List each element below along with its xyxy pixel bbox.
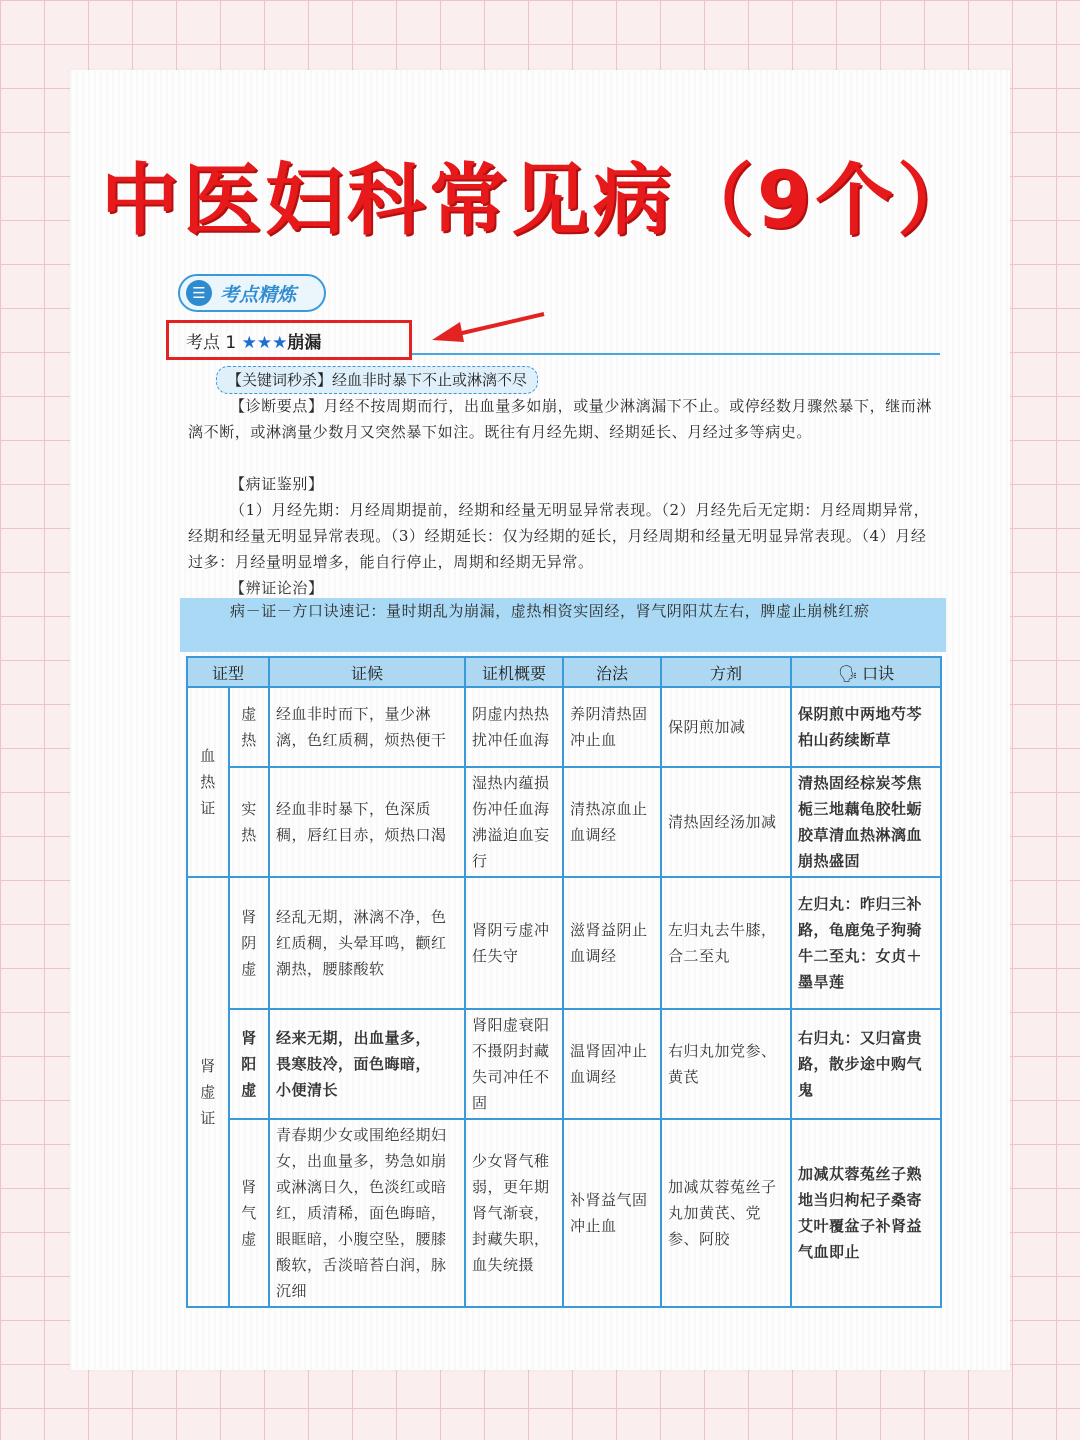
symptoms-cell: 经来无期，出血量多， 畏寒肢冷，面色晦暗， 小便清长	[269, 1009, 465, 1119]
mnemonic-cell: 加减苁蓉菟丝子熟地当归枸杞子桑寄艾叶覆盆子补肾益气血即止	[791, 1119, 941, 1307]
pathogenesis-cell: 肾阴亏虚冲任失守	[465, 877, 563, 1009]
keyword-badge: 【关键词秒杀】经血非时暴下不止或淋漓不尽	[216, 366, 538, 394]
symptoms-cell: 青春期少女或围绝经期妇女，出血量多，势急如崩或淋漓日久，色淡红或暗红，质清稀，面色晦暗，眼眶暗，小腹空坠，腰膝酸软，舌淡暗苔白润，脉沉细	[269, 1119, 465, 1307]
method-cell: 清热凉血止血调经	[563, 767, 661, 877]
header-method: 治法	[563, 657, 661, 687]
group-shenxu: 肾 虚 证	[187, 877, 229, 1307]
treatment-heading: 【辨证论治】	[230, 579, 324, 597]
heading-underline	[412, 353, 940, 355]
pathogenesis-cell: 少女肾气稚弱，更年期肾气渐衰，封藏失职，血失统摄	[465, 1119, 563, 1307]
book-icon: ☰	[186, 280, 212, 306]
mnemonic-cell: 保阴煎中两地芍芩柏山药续断草	[791, 687, 941, 767]
symptoms-cell: 经血非时而下，量少淋漓，色红质稠，烦热便干	[269, 687, 465, 767]
method-cell: 温肾固冲止血调经	[563, 1009, 661, 1119]
kaodian-name: 崩漏	[287, 333, 322, 353]
section-pill-label: 考点精炼	[220, 283, 297, 306]
pathogenesis-cell: 阴虚内热热扰冲任血海	[465, 687, 563, 767]
symptoms-cell: 经乱无期，淋漓不净，色红质稠，头晕耳鸣，颧红潮热，腰膝酸软	[269, 877, 465, 1009]
header-type: 证型	[187, 657, 269, 687]
formula-cell: 左归丸去牛膝，合二至丸	[661, 877, 791, 1009]
table-row	[187, 877, 941, 1009]
group-xuere: 血 热 证	[187, 687, 229, 877]
mnemonic-cell: 清热固经棕炭芩焦栀三地藕龟胶牡蛎胶草清血热淋漓血崩热盛固	[791, 767, 941, 877]
pathogenesis-cell: 湿热内蕴损伤冲任血海沸溢迫血妄行	[465, 767, 563, 877]
differential-heading: 【病证鉴别】	[230, 475, 324, 493]
page-title: 中医妇科常见病（9个）	[100, 156, 980, 246]
table-row	[187, 687, 941, 767]
header-mnemonic-label: 口诀	[862, 663, 895, 683]
red-arrow-icon	[428, 308, 548, 348]
subtype-cell: 虚 热	[229, 687, 269, 767]
diagnosis-text: 【诊断要点】月经不按周期而行，出血量多如崩，或量少淋漓漏下不止。或停经数月骤然暴下，继而淋漓不断，或淋漓量少数月又突然暴下如注。既往有月经先期、经期延长、月经过多等病史。	[188, 397, 933, 441]
star-rating: ★★★	[241, 333, 288, 353]
header-symptoms: 证候	[269, 657, 465, 687]
section-pill	[178, 274, 326, 312]
mnemonic-text: 病－证－方口诀速记：量时期乱为崩漏，虚热相资实固经，肾气阴阳苁左右，脾虚止崩桃红瘀	[230, 602, 870, 620]
formula-cell: 保阴煎加减	[661, 687, 791, 767]
kaodian-prefix: 考点 1	[186, 333, 242, 353]
table-row	[187, 1009, 941, 1119]
formula-cell: 清热固经汤加减	[661, 767, 791, 877]
table-row	[187, 1119, 941, 1307]
formula-cell: 右归丸加党参、黄芪	[661, 1009, 791, 1119]
mnemonic-cell: 左归丸：昨归三补路，龟鹿兔子狗骑牛二至丸：女贞＋墨旱莲	[791, 877, 941, 1009]
subtype-cell: 肾 阳 虚	[229, 1009, 269, 1119]
subtype-cell: 肾 气 虚	[229, 1119, 269, 1307]
syndrome-table	[186, 656, 942, 1308]
method-cell: 补肾益气固冲止血	[563, 1119, 661, 1307]
pathogenesis-cell: 肾阳虚衰阳不摄阴封藏失司冲任不固	[465, 1009, 563, 1119]
table-header-row	[187, 657, 941, 687]
method-cell: 养阴清热固冲止血	[563, 687, 661, 767]
subtype-cell: 肾 阴 虚	[229, 877, 269, 1009]
header-formula: 方剂	[661, 657, 791, 687]
method-cell: 滋肾益阴止血调经	[563, 877, 661, 1009]
subtype-cell: 实 热	[229, 767, 269, 877]
formula-cell: 加减苁蓉菟丝子丸加黄芪、党参、阿胶	[661, 1119, 791, 1307]
table-row	[187, 767, 941, 877]
mnemonic-cell: 右归丸：又归富贵路，散步途中购气鬼	[791, 1009, 941, 1119]
header-mnemonic	[791, 657, 941, 687]
speaker-icon: 🗣	[837, 663, 859, 683]
symptoms-cell: 经血非时暴下，色深质稠，唇红目赤，烦热口渴	[269, 767, 465, 877]
differential-text: （1）月经先期：月经周期提前，经期和经量无明显异常表现。（2）月经先后无定期：月经周期异常，经期和经量无明显异常表现。（3）经期延长：仅为经期的延长，月经周期和经量无明显异常表现。（4）月经过多：月经量明显增多，能自行停止，周期和经期无异常。	[188, 501, 930, 571]
header-pathogenesis: 证机概要	[465, 657, 563, 687]
kaodian-heading	[186, 328, 321, 353]
